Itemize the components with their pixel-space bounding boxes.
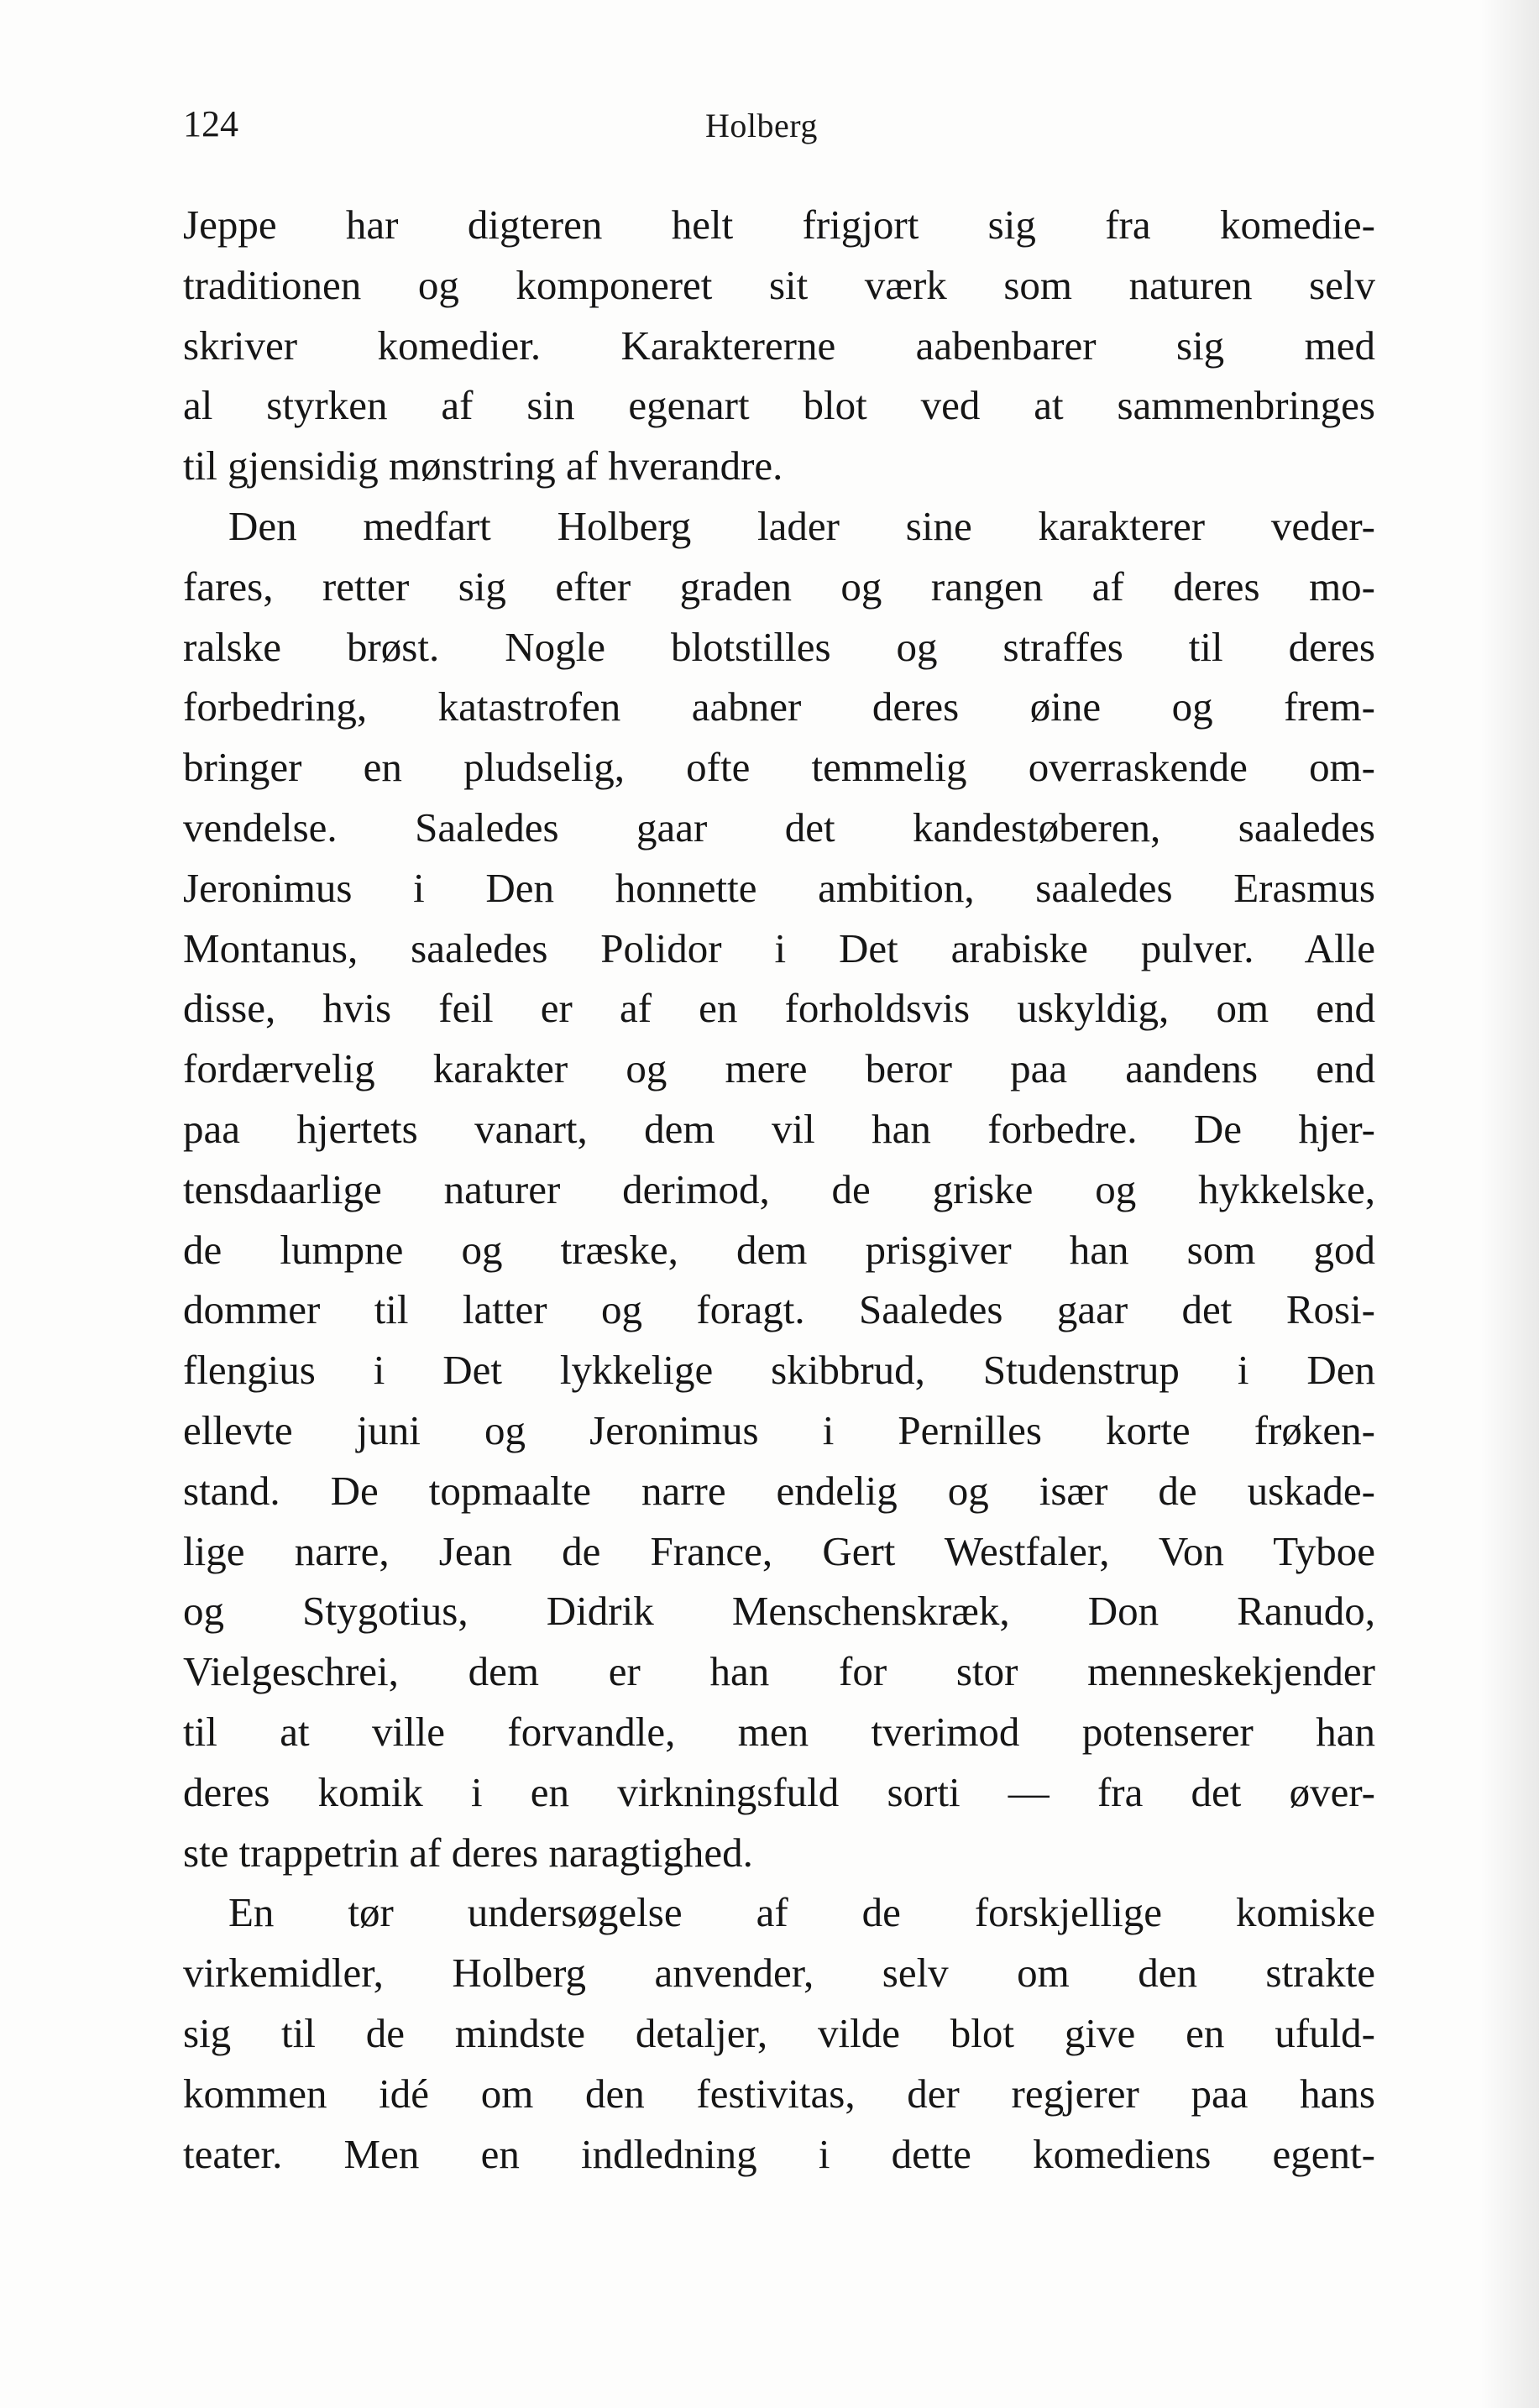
text-line: vendelse. Saaledes gaar det kandestøberen, saaledes [183, 804, 1375, 851]
text-line: al styrken af sin egenart blot ved at sammenbringes [183, 382, 1375, 429]
text-line: fares, retter sig efter graden og rangen af deres mo- [183, 563, 1375, 610]
page-gutter-shadow [1480, 0, 1539, 2408]
text-line: traditionen og komponeret sit værk som naturen selv [183, 261, 1375, 308]
text-line: En tør undersøgelse af de forskjellige komiske [228, 1889, 1375, 1936]
text-line: deres komik i en virkningsfuld sorti — fra det øver- [183, 1768, 1375, 1815]
text-line: Jeronimus i Den honnette ambition, saaledes Erasmus [183, 864, 1375, 911]
text-line: tensdaarlige naturer derimod, de griske og hykkelske, [183, 1165, 1375, 1212]
text-line: fordærvelig karakter og mere beror paa aandens end [183, 1045, 1375, 1092]
text-line: paa hjertets vanart, dem vil han forbedre. De hjer- [183, 1105, 1375, 1152]
running-head: Holberg [705, 107, 818, 144]
text-line: kommen idé om den festivitas, der regjerer paa hans [183, 2070, 1375, 2117]
text-line: ellevte juni og Jeronimus i Pernilles korte frøken- [183, 1406, 1375, 1453]
text-line: og Stygotius, Didrik Menschenskræk, Don Ranudo, [183, 1588, 1375, 1635]
text-line: de lumpne og træske, dem prisgiver han som god [183, 1226, 1375, 1273]
text-line: til gjensidig mønstring af hverandre. [183, 442, 783, 489]
text-line: ste trappetrin af deres naragtighed. [183, 1829, 753, 1876]
text-line: Montanus, saaledes Polidor i Det arabiske pulver. Alle [183, 924, 1375, 971]
text-line: Jeppe har digteren helt frigjort sig fra komedie- [183, 202, 1375, 248]
text-line: ralske brøst. Nogle blotstilles og straffes til deres [183, 623, 1375, 670]
text-line: Vielgeschrei, dem er han for stor menneskekjender [183, 1648, 1375, 1695]
text-line: disse, hvis feil er af en forholdsvis uskyldig, om end [183, 985, 1375, 1032]
text-line: flengius i Det lykkelige skibbrud, Studenstrup i Den [183, 1347, 1375, 1394]
page-number: 124 [183, 103, 238, 144]
text-line: lige narre, Jean de France, Gert Westfaler, Von Tyboe [183, 1527, 1375, 1574]
body-text [183, 195, 1375, 2184]
text-line: bringer en pludselig, ofte temmelig overraskende om- [183, 744, 1375, 791]
text-line: stand. De topmaalte narre endelig og især de uskade- [183, 1467, 1375, 1514]
text-line: teater. Men en indledning i dette komediens egent- [183, 2130, 1375, 2177]
text-line: virkemidler, Holberg anvender, selv om den strakte [183, 1950, 1375, 1997]
text-line: sig til de mindste detaljer, vilde blot give en ufuld- [183, 2009, 1375, 2056]
text-line: skriver komedier. Karaktererne aabenbarer sig med [183, 322, 1375, 369]
text-line: forbedring, katastrofen aabner deres øine og frem- [183, 683, 1375, 730]
text-line: dommer til latter og foragt. Saaledes gaar det Rosi- [183, 1286, 1375, 1333]
text-line: til at ville forvandle, men tverimod potenserer han [183, 1708, 1375, 1755]
text-line: Den medfart Holberg lader sine karakterer veder- [228, 502, 1375, 549]
page-header [183, 99, 1375, 149]
